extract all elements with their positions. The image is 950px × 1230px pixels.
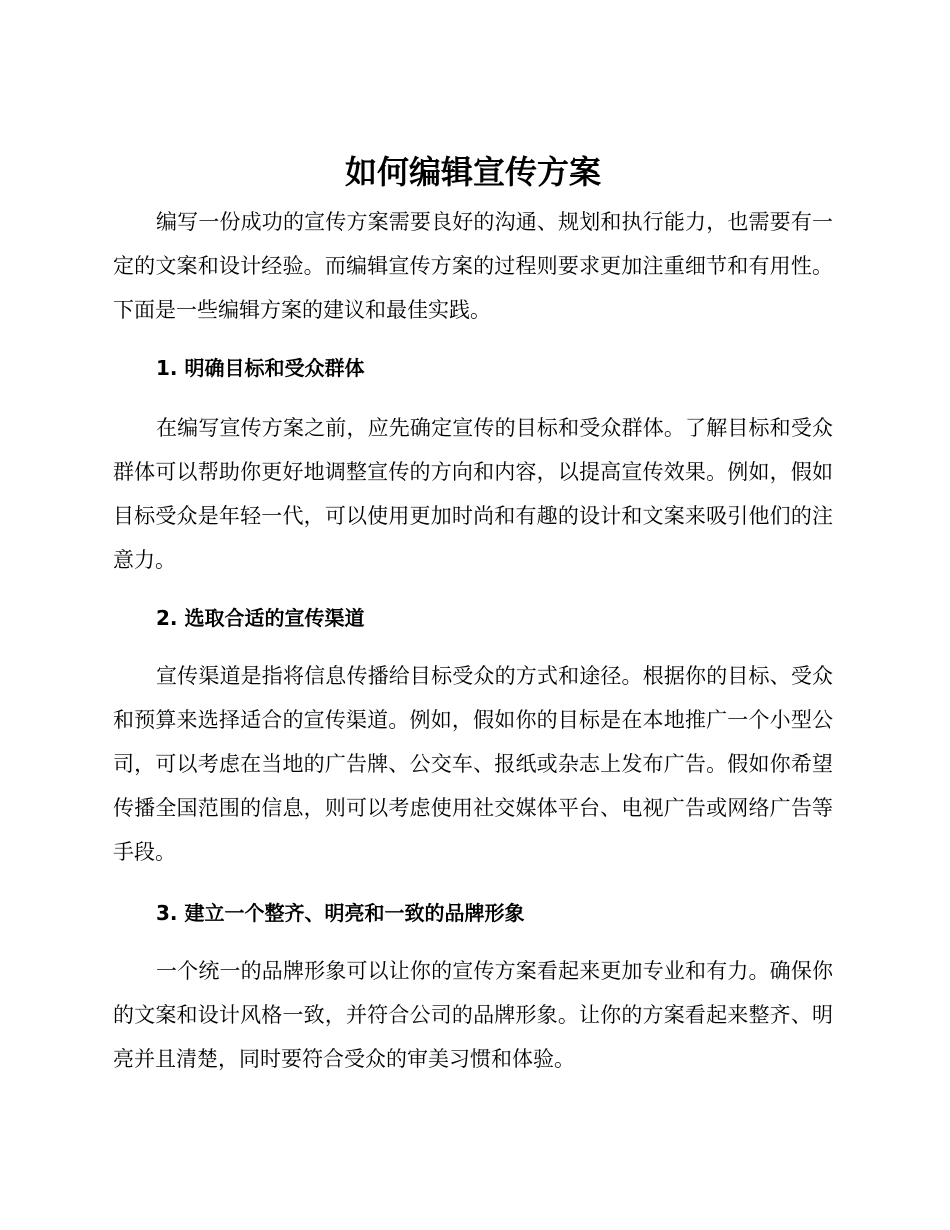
section-heading-1: 1. 明确目标和受众群体 xyxy=(156,356,365,380)
section-heading-3: 3. 建立一个整齐、明亮和一致的品牌形象 xyxy=(156,901,525,925)
document-title: 如何编辑宣传方案 xyxy=(344,153,601,191)
section-body-3: 一个统一的品牌形象可以让你的宣传方案看起来更加专业和有力。确保你的文案和设计风格一致，并符合公司的品牌形象。让你的方案看起来整齐、明亮并且清楚，同时要符合受众的审美习惯和体验。 xyxy=(113,959,833,1071)
intro-paragraph: 编写一份成功的宣传方案需要良好的沟通、规划和执行能力，也需要有一定的文案和设计经验。而编辑宣传方案的过程则要求更加注重细节和有用性。下面是一些编辑方案的建议和最佳实践。 xyxy=(113,210,833,322)
section-body-2: 宣传渠道是指将信息传播给目标受众的方式和途径。根据你的目标、受众和预算来选择适合的宣传渠道。例如，假如你的目标是在本地推广一个小型公司，可以考虑在当地的广告牌、公交车、报纸或杂志上发布广告。假如你希望传播全国范围的信息，则可以考虑使用社交媒体平台、电视广告或网络广告等手段。 xyxy=(113,664,833,864)
section-body-1: 在编写宣传方案之前，应先确定宣传的目标和受众群体。了解目标和受众群体可以帮助你更好地调整宣传的方向和内容，以提高宣传效果。例如，假如目标受众是年轻一代，可以使用更加时尚和有趣的设计和文案来吸引他们的注意力。 xyxy=(113,416,833,572)
section-heading-2: 2. 选取合适的宣传渠道 xyxy=(156,606,365,630)
